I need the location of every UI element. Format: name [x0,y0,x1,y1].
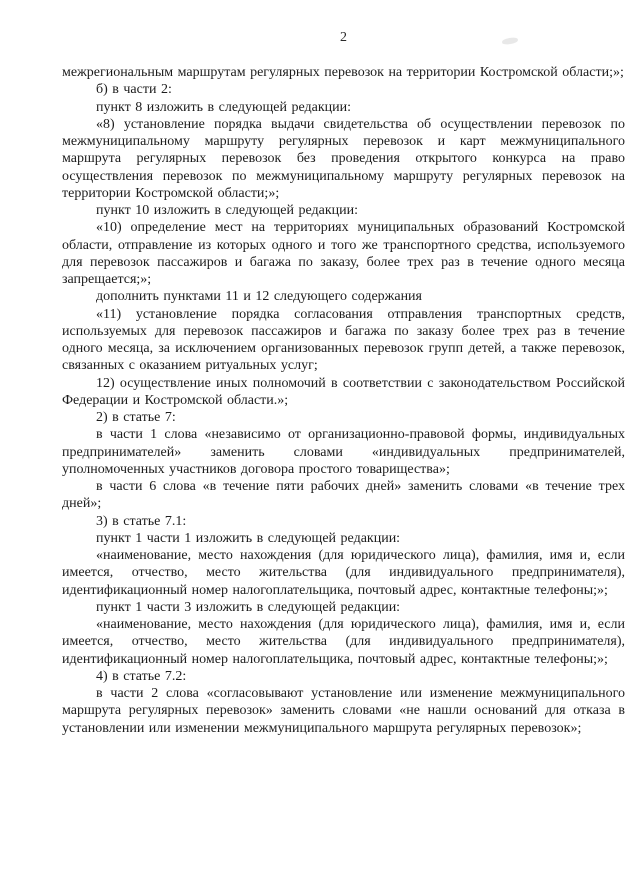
paragraph: пункт 10 изложить в следующей редакции: [96,203,358,218]
paragraph: «наименование, место нахождения (для юридического лица), фамилия, имя и, если имеется, отчество, место жительства (для индивидуального предпринимателя), идентификационный номер налогоплательщика, почтовый адрес, контактные телефоны;»; [62,548,625,598]
paragraph: межрегиональным маршрутам регулярных перевозок на территории Костромской области;»; [62,65,624,80]
paragraph: «11) установление порядка согласования отправления транспортных средств, используемых для перевозок пассажиров и багажа по заказу более трех раз в течение одного месяца, за исключением организованных перевозок групп детей, а также перевозок, связанных с оказанием ритуальных услуг; [62,306,625,374]
paragraph: пункт 8 изложить в следующей редакции: [96,99,351,115]
paragraph: «наименование, место нахождения (для юридического лица), фамилия, имя и, если имеется, отчество, место жительства (для индивидуального предпринимателя), идентификационный номер налогоплательщика, почтовый адрес, контактные телефоны;»; [62,617,625,667]
paragraph: «10) определение мест на территориях муниципальных образований Костромской области, отправление из которых одного и того же транспортного средства, используемого для перевозок пассажиров и багажа по заказу, более трех раз в течение одного месяца запрещается;»; [62,220,625,287]
paragraph: «8) установление порядка выдачи свидетельства об осуществлении перевозок по межмуниципальному маршруту регулярных перевозок и карт межмуниципального маршрута регулярных перевозок без проведения открытого конкурса на право осуществления перевозок по межмуниципальному маршруту регулярных перевозок на территории Костромской области;»; [62,116,625,201]
paragraph: в части 6 слова «в течение пяти рабочих дней» заменить словами «в течение трех дней»; [62,479,625,512]
page-number: 2 [340,30,347,45]
paragraph: 12) осуществление иных полномочий в соответствии с законодательством Российской Федерации и Костромской области.»; [62,375,625,408]
paragraph: дополнить пунктами 11 и 12 следующего содержания [96,289,422,305]
paragraph: 3) в статье 7.1: [96,513,187,529]
document-body [62,64,625,737]
paragraph: 4) в статье 7.2: [96,668,187,684]
paragraph: в части 2 слова «согласовывают установление или изменение межмуниципального маршрута регулярных перевозок» заменить словами «не нашли оснований для отказа в установлении или изменении межмуниципального маршрута регулярных перевозок»; [62,686,625,736]
paragraph: в части 1 слова «независимо от организационно-правовой формы, индивидуальных предпринимателей» заменить словами «индивидуальных предпринимателей, уполномоченных участников договора простого товарищества»; [62,427,625,477]
paragraph: пункт 1 части 1 изложить в следующей редакции: [96,530,401,546]
paragraph: б) в части 2: [96,82,172,98]
paragraph: 2) в статье 7: [96,410,176,425]
paragraph: пункт 1 части 3 изложить в следующей редакции: [96,599,401,615]
